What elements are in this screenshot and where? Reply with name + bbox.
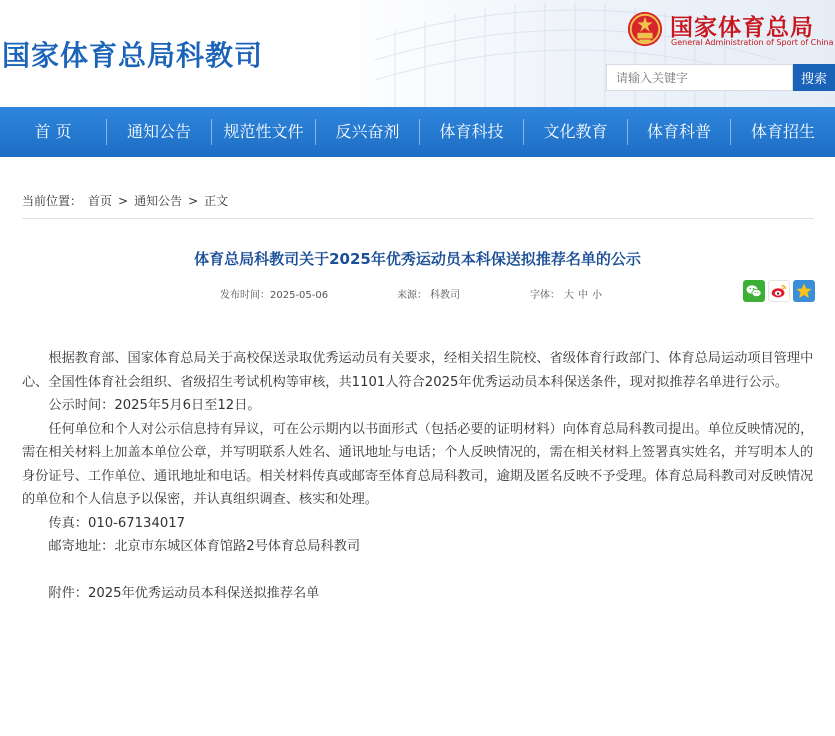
nav-item-regulations[interactable]: 规范性文件	[223, 122, 304, 141]
search-button[interactable]: 搜索	[793, 64, 835, 91]
nav-item-sports-tech[interactable]: 体育科技	[439, 122, 504, 141]
paragraph-1: 根据教育部、国家体育总局关于高校保送录取优秀运动员有关要求，经相关招生院校、省级体育行政部门、体育总局运动项目管理中心、全国性体育社会组织、省级招生考试机构等审核，共1101人符合2025年优秀运动员本科保送条件，现对拟推荐名单进行公示。	[22, 351, 814, 390]
article-body	[22, 347, 817, 606]
font-size-control	[530, 286, 602, 301]
publish-date-value: 2025-05-06	[270, 290, 329, 301]
publish-label: 发布时间：	[220, 290, 270, 301]
wechat-icon[interactable]	[743, 280, 765, 302]
article-title: 体育总局科教司关于2025年优秀运动员本科保送拟推荐名单的公示	[194, 250, 641, 268]
org-name-cn: 国家体育总局	[670, 15, 814, 41]
nav-item-culture-education[interactable]: 文化教育	[543, 122, 608, 141]
main-nav	[0, 107, 835, 157]
qzone-icon[interactable]	[793, 280, 815, 302]
site-title[interactable]: 国家体育总局科教司	[2, 39, 264, 72]
content-divider	[22, 218, 814, 219]
article-source	[397, 286, 460, 301]
breadcrumb-current: 正文	[204, 194, 229, 208]
org-name-en: General Administration of Sport of China	[671, 38, 834, 47]
breadcrumb-notices[interactable]: 通知公告	[134, 194, 183, 208]
font-size-label: 字体：	[530, 290, 560, 301]
paragraph-publicity-period: 公示时间：2025年5月6日至12日。	[48, 398, 261, 413]
breadcrumb-home[interactable]: 首页	[88, 194, 113, 208]
breadcrumb-separator: >	[188, 194, 199, 208]
mailing-address: 邮寄地址：北京市东城区体育馆路2号体育总局科教司	[48, 539, 361, 554]
breadcrumb-separator: >	[118, 194, 129, 208]
search-input[interactable]	[606, 64, 793, 91]
font-size-small[interactable]: 小	[592, 290, 602, 301]
paragraph-objection-procedure: 任何单位和个人对公示信息持有异议，可在公示期内以书面形式（包括必要的证明材料）向体育总局科教司提出。单位反映情况的，需在相关材料上加盖本单位公章，并写明联系人姓名、通讯地址与电话；个人反映情况的，需在相关材料上签署真实姓名，并写明本人的身份证号、工作单位、通讯地址和电话。相关材料传真或邮寄至体育总局科教司，逾期及匿名反映不予受理。体育总局科教司对反映情况的单位和个人信息予以保密，并认真组织调查、核实和处理。	[22, 421, 814, 507]
weibo-icon[interactable]	[768, 280, 790, 302]
source-value: 科教司	[430, 290, 460, 301]
nav-item-science-popularization[interactable]: 体育科普	[646, 122, 711, 141]
blank-line	[22, 559, 817, 583]
source-label: 来源：	[397, 290, 427, 301]
fax-number: 传真：010-67134017	[48, 515, 186, 531]
national-emblem-icon	[626, 10, 664, 48]
font-size-medium[interactable]: 中	[578, 290, 588, 301]
nav-item-sports-admissions[interactable]: 体育招生	[750, 122, 815, 141]
site-header	[0, 0, 835, 107]
nav-item-notices[interactable]: 通知公告	[126, 122, 191, 141]
attachment-link[interactable]: 附件：2025年优秀运动员本科保送拟推荐名单	[48, 586, 320, 601]
nav-item-home[interactable]: 首 页	[34, 122, 72, 141]
nav-item-anti-doping[interactable]: 反兴奋剂	[335, 122, 400, 141]
breadcrumb	[22, 192, 228, 209]
publish-date	[220, 286, 328, 301]
breadcrumb-prefix: 当前位置：	[22, 194, 83, 208]
font-size-large[interactable]: 大	[564, 290, 574, 301]
